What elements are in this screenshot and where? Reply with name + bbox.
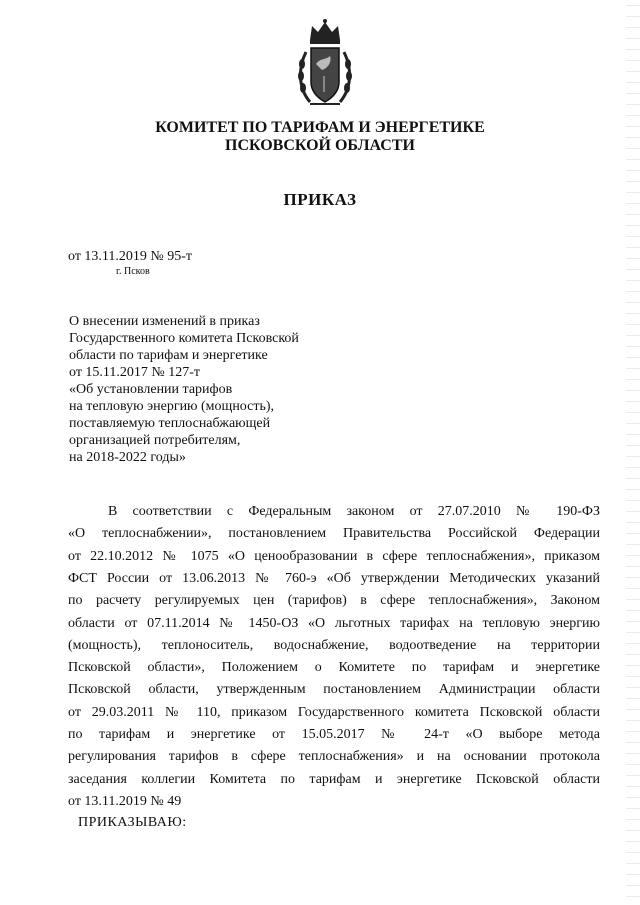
body-line: Псковской области, утвержденным постановлением Администрации области (68, 682, 600, 698)
scan-edge (626, 0, 640, 905)
body-line: области от 07.11.2014 № 1450-ОЗ «О льготных тарифах на тепловую энергию (68, 615, 600, 631)
subject-line: от 15.11.2017 № 127-т (69, 365, 201, 380)
issuer-name-line1: КОМИТЕТ ПО ТАРИФАМ И ЭНЕРГЕТИКЕ (155, 119, 485, 136)
body-line: по тарифам и энергетике от 15.05.2017 № 24-т «О выборе метода (68, 727, 600, 742)
body-line: Псковской области», Положением о Комитете по тарифам и энергетике (68, 660, 600, 676)
body-line: (мощность), теплоноситель, водоснабжение, водоотведение на территории (68, 637, 600, 653)
order-command: ПРИКАЗЫВАЮ: (78, 815, 187, 830)
subject-line: О внесении изменений в приказ (69, 314, 260, 329)
subject-line: на тепловую энергию (мощность), (69, 399, 275, 414)
issuer-name-line2: ПСКОВСКОЙ ОБЛАСТИ (225, 137, 415, 154)
subject-line: поставляемую теплоснабжающей (69, 416, 271, 431)
order-city: г. Псков (116, 266, 150, 277)
subject-line: области по тарифам и энергетике (69, 348, 268, 363)
body-line: заседания коллегии Комитета по тарифам и энергетике Псковской области (68, 771, 600, 787)
body-line: ФСТ России от 13.06.2013 № 760-э «Об утверждении Методических указаний (68, 570, 600, 586)
subject-line: Государственного комитета Псковской (69, 331, 299, 346)
body-line: от 22.10.2012 № 1075 «О ценообразовании в сфере теплоснабжения», приказом (68, 548, 600, 564)
body-line: «О теплоснабжении», постановлением Правительства Российской Федерации (68, 526, 600, 542)
document-title: ПРИКАЗ (283, 190, 357, 209)
order-date-number: от 13.11.2019 № 95-т (68, 249, 193, 264)
subject-line: «Об установлении тарифов (69, 382, 233, 397)
body-line: по расчету регулируемых цен (тарифов) в сфере теплоснабжения», Законом (68, 593, 600, 609)
body-line: В соответствии с Федеральным законом от 27.07.2010 № 190-ФЗ (108, 504, 600, 519)
body-line: от 13.11.2019 № 49 (68, 793, 182, 809)
pskov-coat-of-arms-icon (296, 18, 354, 110)
body-line: от 29.03.2011 № 110, приказом Государственного комитета Псковской области (68, 704, 600, 720)
subject-line: на 2018-2022 годы» (69, 450, 186, 465)
body-line: регулирования тарифов в сфере теплоснабжения» и на основании протокола (68, 749, 600, 765)
order-subject (69, 313, 299, 466)
subject-line: организацией потребителям, (69, 433, 241, 448)
